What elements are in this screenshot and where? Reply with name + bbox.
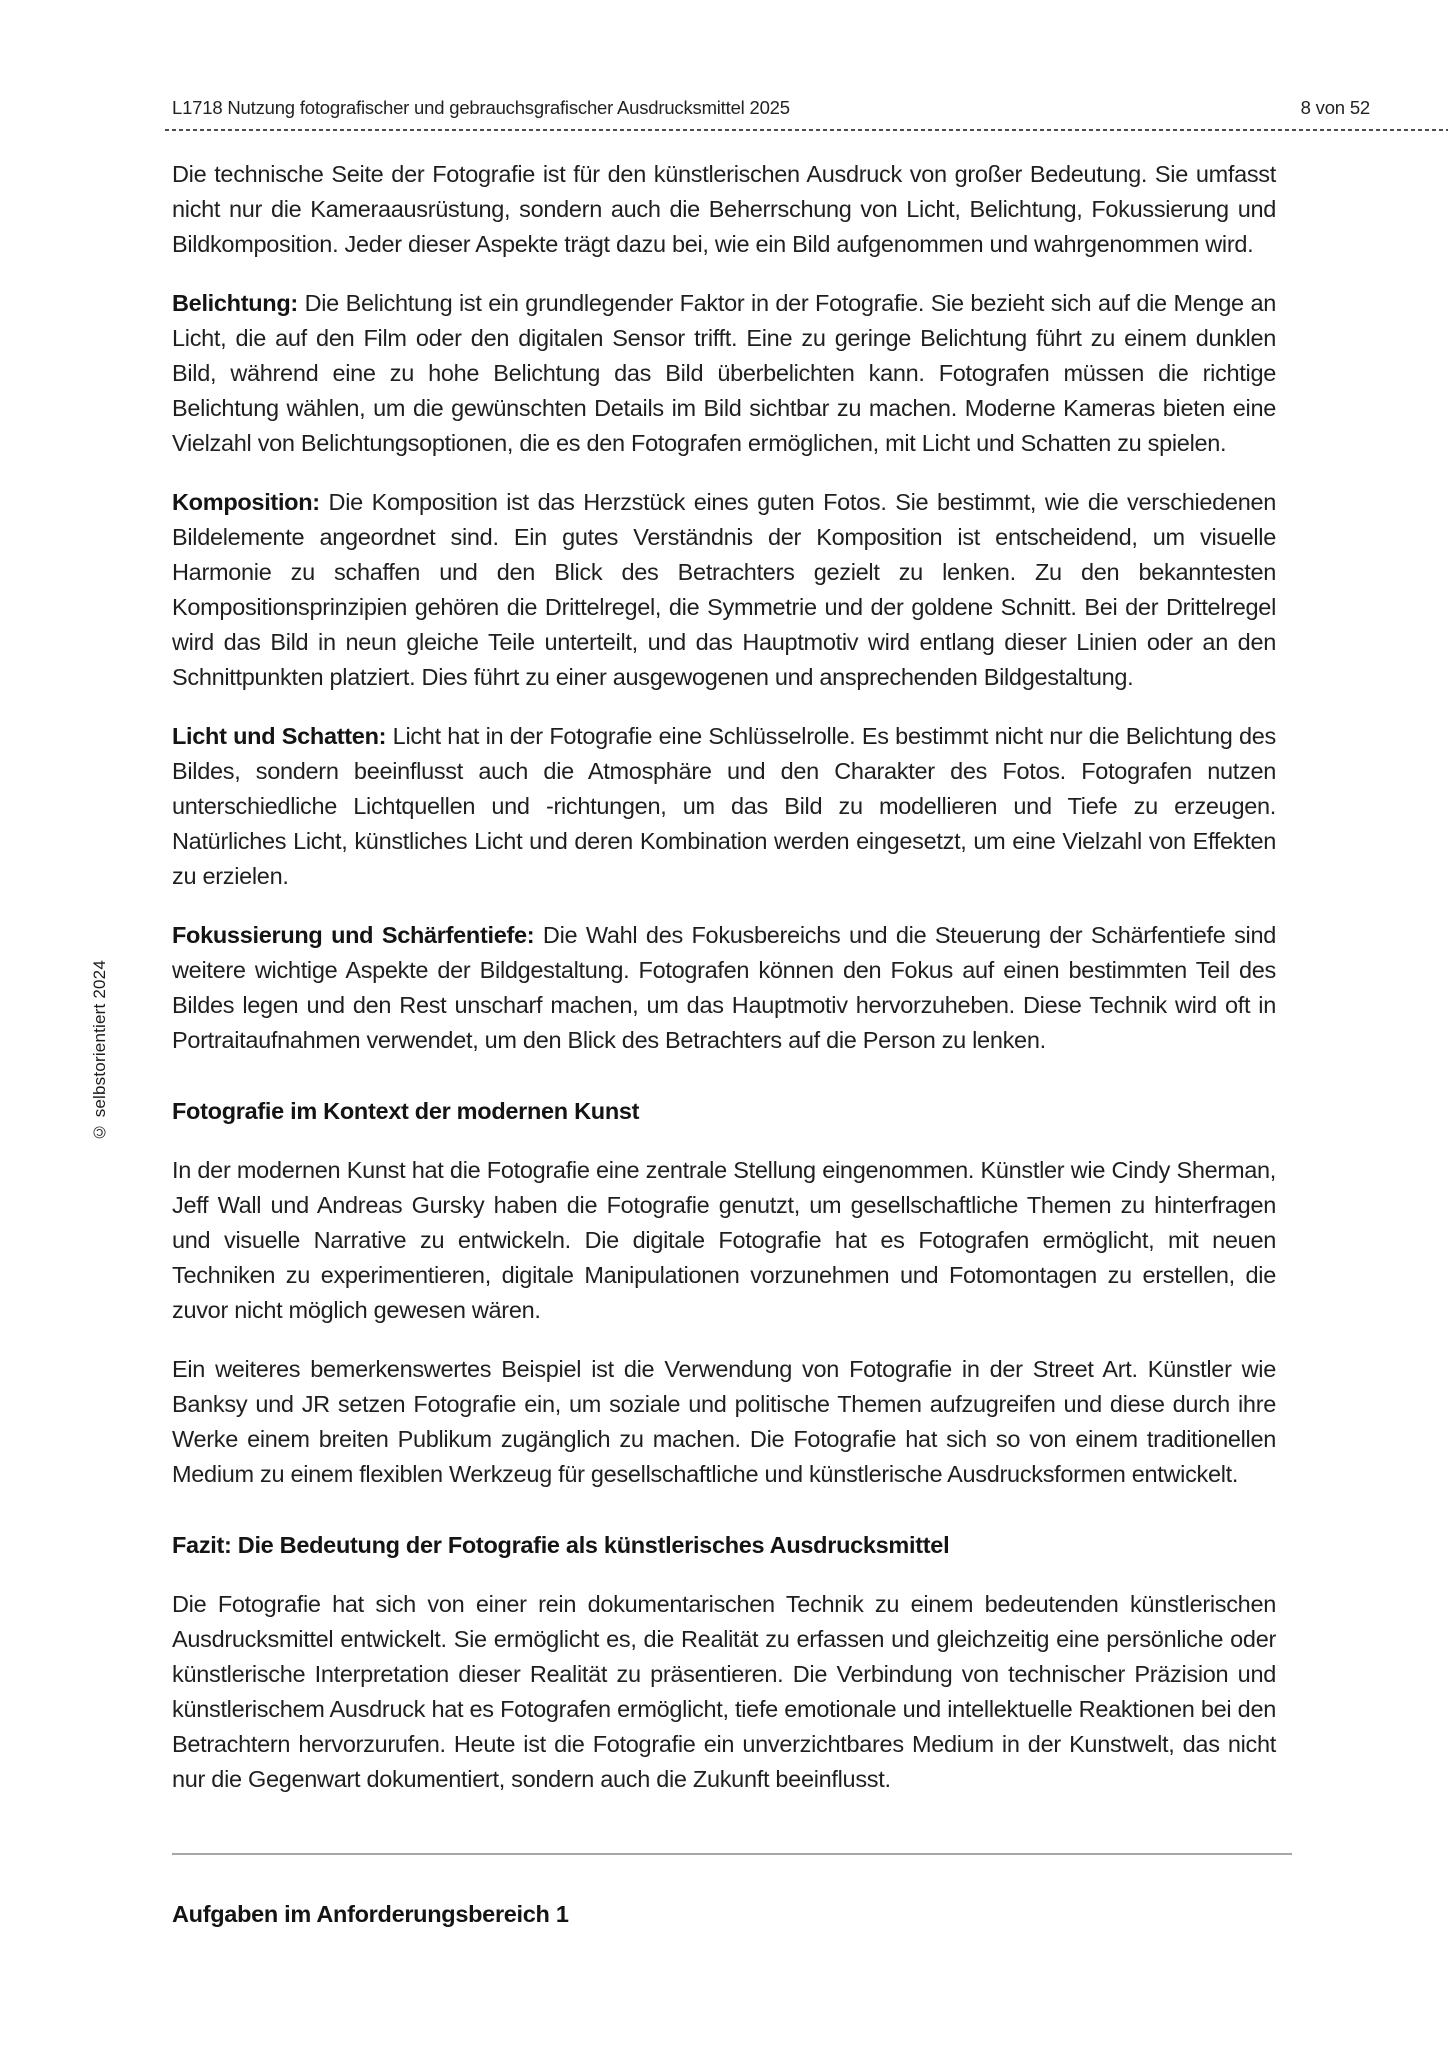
paragraph-belichtung: [172, 286, 1276, 461]
header-divider-dashed: [165, 129, 1448, 131]
copyright-vertical-text: © selbstorientiert 2024: [90, 960, 109, 1142]
paragraph-lead-komposition: Komposition:: [172, 489, 320, 515]
paragraph-moderne-kunst-1: In der modernen Kunst hat die Fotografie eine zentrale Stellung eingenommen. Künstler wie Cindy Sherman, Jeff Wall und Andreas Gursky haben die Fotografie genutzt, um gesellschaftliche Themen zu hinterfragen und visuelle Narrative zu entwickeln. Die digitale Fotografie hat es Fotografen ermöglicht, mit neuen Techniken zu experimentieren, digitale Manipulationen vorzunehmen und Fotomontagen zu erstellen, die zuvor nicht möglich gewesen wären.: [172, 1157, 1276, 1323]
paragraph-komposition: [172, 485, 1276, 695]
paragraph-lead-fokussierung: Fokussierung und Schärfentiefe:: [172, 922, 535, 948]
paragraph-fazit: Die Fotografie hat sich von einer rein dokumentarischen Technik zu einem bedeutenden künstlerischen Ausdrucksmittel entwickelt. Sie ermöglicht es, die Realität zu erfassen und gleichzeitig eine persönliche oder künstlerische Interpretation dieser Realität zu präsentieren. Die Verbindung von technischer Präzision und künstlerischem Ausdruck hat es Fotografen ermöglicht, tiefe emotionale und intellektuelle Reaktionen bei den Betrachtern hervorzurufen. Heute ist die Fotografie ein unverzichtbares Medium in der Kunstwelt, das nicht nur die Gegenwart dokumentiert, sondern auch die Zukunft beeinflusst.: [172, 1591, 1276, 1792]
tasks-section-heading: Aufgaben im Anforderungsbereich 1: [172, 1901, 569, 1927]
paragraph-intro: Die technische Seite der Fotografie ist für den künstlerischen Ausdruck von großer Bedeutung. Sie umfasst nicht nur die Kameraausrüstung, sondern auch die Beherrschung von Licht, Belichtung, Fokussierung und Bildkomposition. Jeder dieser Aspekte trägt dazu bei, wie ein Bild aufgenommen und wahrgenommen wird.: [172, 161, 1276, 257]
page-header: [172, 96, 1370, 119]
paragraph-lead-licht-und-schatten: Licht und Schatten:: [172, 723, 387, 749]
paragraph-text-licht-und-schatten: Licht hat in der Fotografie eine Schlüsselrolle. Es bestimmt nicht nur die Belichtung des Bildes, sondern beeinflusst auch die Atmosphäre und den Charakter des Fotos. Fotografen nutzen unterschiedliche Lichtquellen und -richtungen, um das Bild zu modellieren und Tiefe zu erzeugen. Natürliches Licht, künstliches Licht und deren Kombination werden eingesetzt, um eine Vielzahl von Effekten zu erzielen.: [172, 723, 1276, 889]
paragraph-moderne-kunst-2: Ein weiteres bemerkenswertes Beispiel ist die Verwendung von Fotografie in der Street Art. Künstler wie Banksy und JR setzen Fotografie ein, um soziale und politische Themen aufzugreifen und diese durch ihre Werke einem breiten Publikum zugänglich zu machen. Die Fotografie hat sich so von einem traditionellen Medium zu einem flexiblen Werkzeug für gesellschaftliche und künstlerische Ausdrucksformen entwickelt.: [172, 1356, 1276, 1487]
paragraph-licht-und-schatten: [172, 719, 1276, 894]
paragraph-text-fokussierung: Die Wahl des Fokusbereichs und die Steuerung der Schärfentiefe sind weitere wichtige Aspekte der Bildgestaltung. Fotografen können den Fokus auf einen bestimmten Teil des Bildes legen und den Rest unscharf machen, um das Hauptmotiv hervorzuheben. Diese Technik wird oft in Portraitaufnahmen verwendet, um den Blick des Betrachters auf die Person zu lenken.: [172, 922, 1276, 1053]
header-document-title: L1718 Nutzung fotografischer und gebrauchsgrafischer Ausdrucksmittel 2025: [172, 97, 790, 118]
paragraph-fokussierung: [172, 918, 1276, 1058]
page-content: [0, 96, 1448, 1932]
section-heading-moderne-kunst: Fotografie im Kontext der modernen Kunst: [172, 1098, 640, 1124]
paragraph-text-belichtung: Die Belichtung ist ein grundlegender Faktor in der Fotografie. Sie bezieht sich auf die Menge an Licht, die auf den Film oder den digitalen Sensor trifft. Eine zu geringe Belichtung führt zu einem dunklen Bild, während eine zu hohe Belichtung das Bild überbelichten kann. Fotografen müssen die richtige Belichtung wählen, um die gewünschten Details im Bild sichtbar zu machen. Moderne Kameras bieten eine Vielzahl von Belichtungsoptionen, die es den Fotografen ermöglichen, mit Licht und Schatten zu spielen.: [172, 290, 1276, 456]
paragraph-text-komposition: Die Komposition ist das Herzstück eines guten Fotos. Sie bestimmt, wie die verschiedenen Bildelemente angeordnet sind. Ein gutes Verständnis der Komposition ist entscheidend, um visuelle Harmonie zu schaffen und den Blick des Betrachters gezielt zu lenken. Zu den bekanntesten Kompositionsprinzipien gehören die Drittelregel, die Symmetrie und der goldene Schnitt. Bei der Drittelregel wird das Bild in neun gleiche Teile unterteilt, und das Hauptmotiv wird entlang dieser Linien oder an den Schnittpunkten platziert. Dies führt zu einer ausgewogenen und ansprechenden Bildgestaltung.: [172, 489, 1277, 690]
section-heading-fazit: Fazit: Die Bedeutung der Fotografie als künstlerisches Ausdrucksmittel: [172, 1532, 950, 1558]
document-body: [172, 157, 1276, 1932]
header-page-number: 8 von 52: [1300, 97, 1370, 118]
paragraph-lead-belichtung: Belichtung:: [172, 290, 298, 316]
footer-divider-solid: [172, 1853, 1292, 1855]
